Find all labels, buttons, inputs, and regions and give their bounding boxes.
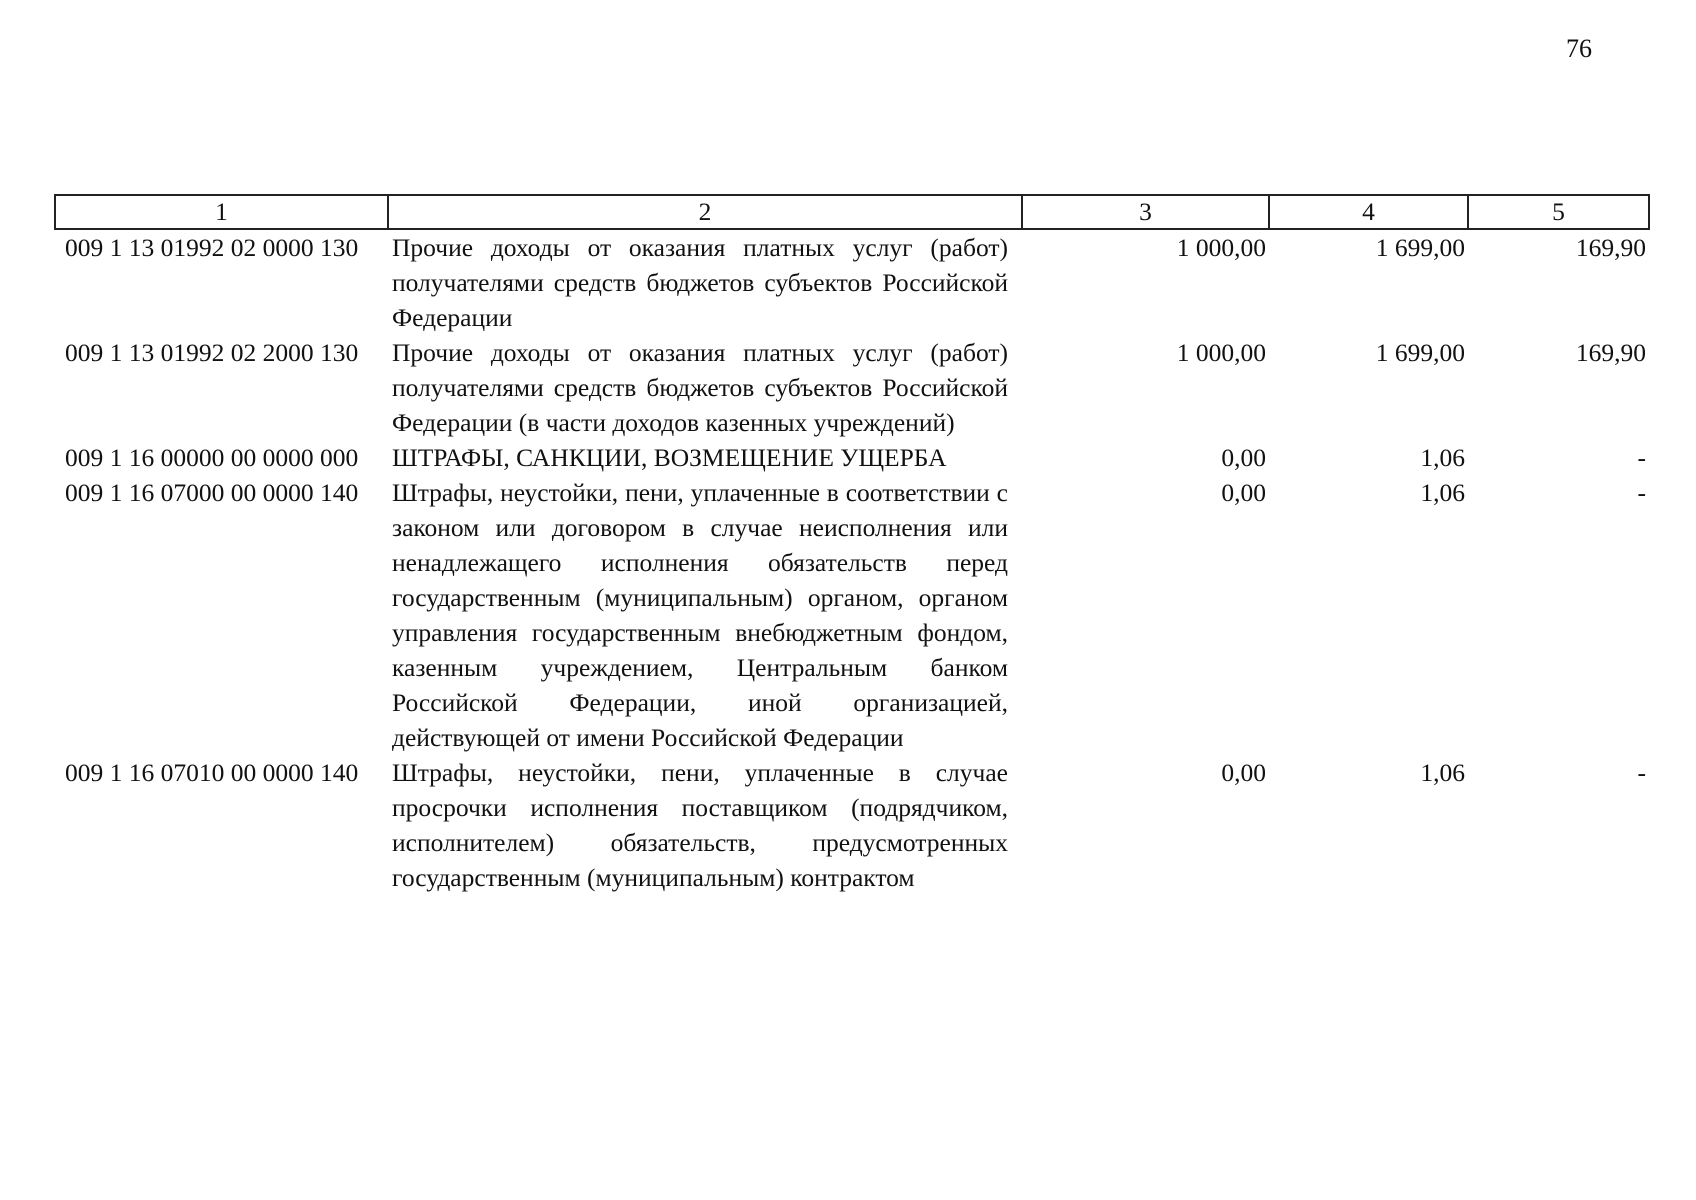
revenue-table <box>54 194 1650 895</box>
row-description: ШТРАФЫ, САНКЦИИ, ВОЗМЕЩЕНИЕ УЩЕРБА <box>392 443 947 472</box>
row-col4-value: 1 699,00 <box>1375 233 1465 262</box>
row-code: 009 1 13 01992 02 0000 130 <box>65 233 359 262</box>
row-col5-value: 169,90 <box>1575 233 1646 262</box>
row-col3-value: 0,00 <box>1221 443 1266 472</box>
row-code: 009 1 16 07010 00 0000 140 <box>65 758 359 787</box>
row-col4-value: 1,06 <box>1420 758 1465 787</box>
row-col3-value: 0,00 <box>1221 478 1266 507</box>
table-header-row <box>55 195 1649 229</box>
row-description: Прочие доходы от оказания платных услуг (работ) получателями средств бюджетов субъектов Российской Федерации (в части доходов казенных учреждений) <box>392 338 1008 437</box>
row-col5-value: - <box>1637 443 1646 472</box>
row-col3-value: 1 000,00 <box>1176 338 1266 367</box>
table-row <box>55 475 1649 755</box>
row-col5-value: - <box>1637 758 1646 787</box>
row-code: 009 1 16 07000 00 0000 140 <box>65 478 359 507</box>
row-description: Прочие доходы от оказания платных услуг (работ) получателями средств бюджетов субъектов Российской Федерации <box>392 233 1008 332</box>
header-col-3: 3 <box>1022 195 1269 229</box>
row-col3-value: 0,00 <box>1221 758 1266 787</box>
revenue-table-container <box>54 194 1648 895</box>
header-col-5: 5 <box>1468 195 1649 229</box>
table-row <box>55 440 1649 475</box>
table-row <box>55 229 1649 335</box>
row-col3-value: 1 000,00 <box>1176 233 1266 262</box>
header-col-2: 2 <box>388 195 1022 229</box>
row-col4-value: 1 699,00 <box>1375 338 1465 367</box>
row-col4-value: 1,06 <box>1420 478 1465 507</box>
table-row <box>55 335 1649 440</box>
row-code: 009 1 16 00000 00 0000 000 <box>65 443 359 472</box>
header-col-1: 1 <box>55 195 388 229</box>
row-code: 009 1 13 01992 02 2000 130 <box>65 338 359 367</box>
row-col5-value: 169,90 <box>1575 338 1646 367</box>
page-number: 76 <box>1566 34 1592 63</box>
table-row <box>55 755 1649 895</box>
row-col4-value: 1,06 <box>1420 443 1465 472</box>
row-col5-value: - <box>1637 478 1646 507</box>
row-description: Штрафы, неустойки, пени, уплаченные в случае просрочки исполнения поставщиком (подрядчиком, исполнителем) обязательств, предусмотренных государственным (муниципальным) контрактом <box>392 758 1008 892</box>
row-description: Штрафы, неустойки, пени, уплаченные в соответствии с законом или договором в случае неисполнения или ненадлежащего исполнения обязательств перед государственным (муниципальным) органом, органом управления государственным внебюджетным фондом, казенным учреждением, Центральным банком Российской Федерации, иной организацией, действующей от имени Российской Федерации <box>392 478 1008 752</box>
header-col-4: 4 <box>1269 195 1468 229</box>
